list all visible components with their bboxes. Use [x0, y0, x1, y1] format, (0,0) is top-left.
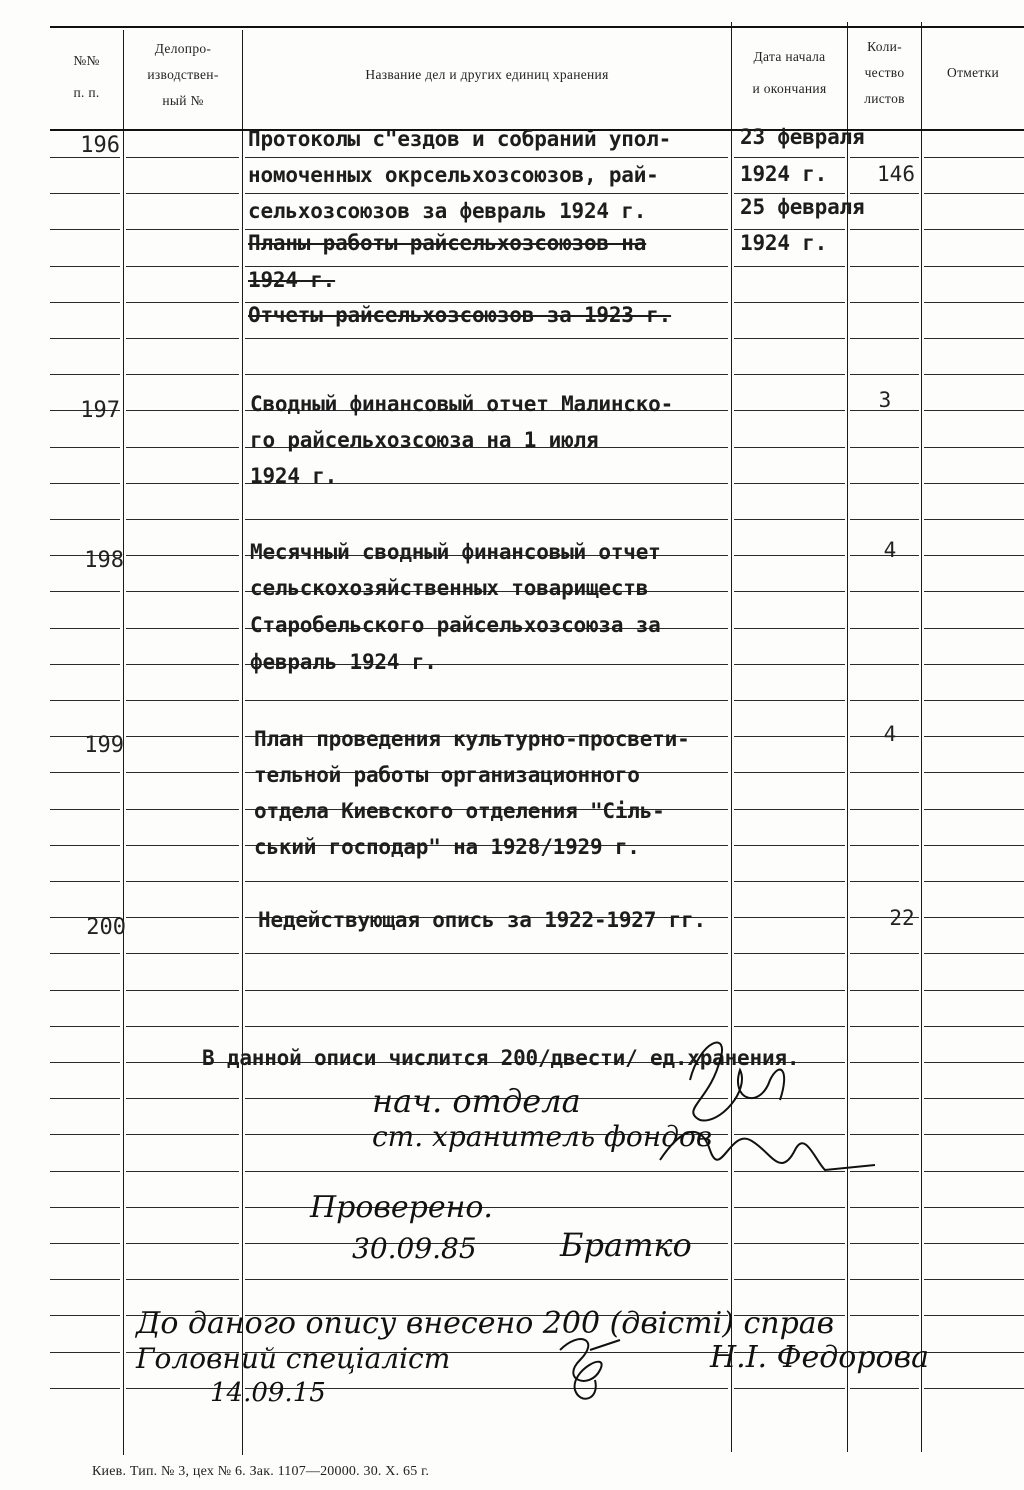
handwritten-title-head-of-dept: нач. отдела — [372, 1082, 581, 1120]
ruled-line — [850, 1243, 919, 1244]
ruled-line — [924, 302, 1024, 303]
ruled-line — [924, 555, 1024, 556]
ruled-line — [245, 193, 728, 194]
header-col-title — [243, 62, 731, 88]
ruled-line — [126, 1207, 239, 1208]
ruled-line — [924, 881, 1024, 882]
ruled-line — [850, 447, 919, 448]
ruled-line — [924, 1171, 1024, 1172]
ruled-line — [126, 555, 239, 556]
row-sheet-count: 3 — [878, 388, 892, 412]
header-text: ный № — [162, 93, 204, 108]
ruled-line — [245, 374, 728, 375]
ruled-line — [245, 229, 728, 230]
ruled-line — [850, 483, 919, 484]
ruled-line — [924, 374, 1024, 375]
header-text: п. п. — [73, 85, 100, 100]
ruled-line — [126, 193, 239, 194]
ruled-line — [850, 374, 919, 375]
ruled-line — [924, 1243, 1024, 1244]
ruled-line — [924, 664, 1024, 665]
ruled-line — [850, 338, 919, 339]
ruled-line — [924, 809, 1024, 810]
ruled-line — [734, 917, 845, 918]
ruled-line — [850, 990, 919, 991]
ruled-line — [734, 953, 845, 954]
ruled-line — [850, 628, 919, 629]
header-text: Коли- — [867, 39, 902, 54]
ruled-line — [850, 1207, 919, 1208]
header-text: Дата начала — [753, 49, 826, 64]
header-text: листов — [864, 91, 905, 106]
ruled-line — [734, 229, 845, 230]
ruled-line — [734, 628, 845, 629]
ruled-line — [850, 845, 919, 846]
row-title-line: Отчеты райсельхозсоюзов за 1923 г. — [248, 303, 672, 327]
ruled-line — [126, 1243, 239, 1244]
header-col-office-number — [124, 36, 242, 114]
ruled-line — [50, 1279, 120, 1280]
ruled-line — [924, 483, 1024, 484]
ruled-line — [850, 953, 919, 954]
ruled-line — [734, 700, 845, 701]
row-date-line: 23 февраля — [740, 125, 865, 149]
ruled-line — [734, 990, 845, 991]
ruled-line — [924, 917, 1024, 918]
ruled-line — [850, 664, 919, 665]
ruled-line — [850, 302, 919, 303]
row-title-line: Месячный сводный финансовый отчет — [250, 540, 661, 564]
ruled-line — [126, 1098, 239, 1099]
ruled-line — [850, 157, 919, 158]
ruled-line — [850, 1279, 919, 1280]
ruled-line — [126, 664, 239, 665]
handwritten-checked-name: Братко — [560, 1226, 692, 1264]
ruled-line — [850, 1315, 919, 1316]
ruled-line — [924, 1207, 1024, 1208]
header-text: чество — [864, 65, 905, 80]
ruled-line — [50, 953, 120, 954]
ruled-line — [734, 1279, 845, 1280]
ruled-line — [50, 229, 120, 230]
ruled-line — [850, 809, 919, 810]
handwritten-ua-role: Головний спеціаліст — [136, 1342, 451, 1375]
ruled-line — [924, 1134, 1024, 1135]
ruled-line — [50, 1026, 120, 1027]
ruled-line — [50, 1098, 120, 1099]
ruled-line — [50, 628, 120, 629]
ruled-line — [924, 193, 1024, 194]
ruled-line — [850, 266, 919, 267]
handwritten-checked-date: 30.09.85 — [352, 1232, 477, 1265]
ruled-line — [126, 917, 239, 918]
ruled-line — [924, 157, 1024, 158]
ruled-line — [50, 1352, 120, 1353]
row-number: 200 — [86, 915, 126, 940]
ruled-line — [850, 591, 919, 592]
ruled-line — [126, 1134, 239, 1135]
header-col-number — [50, 48, 123, 106]
header-text: №№ — [73, 53, 100, 68]
row-sheet-count: 4 — [883, 722, 897, 746]
column-divider — [731, 22, 732, 1452]
row-number: 199 — [84, 733, 124, 758]
ruled-line — [734, 1243, 845, 1244]
row-number: 196 — [80, 133, 120, 158]
handwritten-title-senior-custodian: ст. хранитель фондов — [372, 1120, 713, 1153]
row-title-line: февраль 1924 г. — [250, 650, 437, 674]
ruled-line — [126, 1026, 239, 1027]
header-text: Делопро- — [154, 41, 212, 56]
row-title-line: отдела Киевского отделения "Сіль- — [254, 799, 665, 823]
ruled-line — [734, 302, 845, 303]
ruled-line — [50, 302, 120, 303]
ruled-line — [850, 1026, 919, 1027]
ruled-line — [126, 845, 239, 846]
ruled-line — [734, 591, 845, 592]
ruled-line — [734, 447, 845, 448]
ruled-line — [245, 266, 728, 267]
ruled-line — [126, 302, 239, 303]
header-text: изводствен- — [147, 67, 219, 82]
ruled-line — [126, 809, 239, 810]
ruled-line — [734, 410, 845, 411]
ruled-line — [924, 953, 1024, 954]
row-title-line: Планы работы райсельхозсоюзов на — [248, 231, 647, 255]
header-col-dates — [732, 44, 847, 102]
ruled-line — [734, 1388, 845, 1389]
handwritten-ua-name: Н.І. Федорова — [710, 1340, 929, 1375]
ruled-line — [50, 772, 120, 773]
ruled-line — [126, 374, 239, 375]
row-sheet-count: 146 — [877, 162, 915, 186]
ruled-line — [924, 1352, 1024, 1353]
ruled-line — [850, 1388, 919, 1389]
row-title-line: го райсельхозсоюза на 1 июля — [250, 428, 599, 452]
ruled-line — [50, 338, 120, 339]
ruled-line — [734, 483, 845, 484]
ruled-line — [924, 990, 1024, 991]
ruled-line — [924, 628, 1024, 629]
ruled-line — [734, 519, 845, 520]
header-top-rule — [50, 26, 1024, 28]
ruled-line — [50, 1243, 120, 1244]
ruled-line — [734, 772, 845, 773]
ruled-line — [126, 483, 239, 484]
ruled-line — [924, 1062, 1024, 1063]
row-title-line: Протоколы с"ездов и собраний упол- — [248, 127, 672, 151]
ruled-line — [50, 1134, 120, 1135]
ruled-line — [50, 881, 120, 882]
ruled-line — [245, 953, 728, 954]
ruled-line — [734, 881, 845, 882]
ruled-line — [924, 591, 1024, 592]
ruled-line — [50, 1207, 120, 1208]
header-text: Отметки — [947, 65, 999, 80]
row-title-line: сельхозсоюзов за февраль 1924 г. — [248, 199, 647, 223]
ruled-line — [850, 881, 919, 882]
ruled-line — [126, 519, 239, 520]
row-title-line: ський господар" на 1928/1929 г. — [254, 835, 640, 859]
ruled-line — [245, 881, 728, 882]
ruled-line — [734, 664, 845, 665]
ruled-line — [126, 772, 239, 773]
ruled-line — [734, 157, 845, 158]
ruled-line — [126, 447, 239, 448]
ruled-line — [245, 519, 728, 520]
ruled-line — [245, 990, 728, 991]
ruled-line — [245, 1279, 728, 1280]
header-col-notes — [922, 60, 1024, 86]
row-title-line: номоченных окрсельхозсоюзов, рай- — [248, 163, 659, 187]
ruled-line — [924, 447, 1024, 448]
ruled-line — [126, 410, 239, 411]
ruled-line — [245, 338, 728, 339]
ruled-line — [850, 700, 919, 701]
column-divider — [921, 22, 922, 1452]
ruled-line — [126, 953, 239, 954]
ruled-line — [734, 736, 845, 737]
ruled-line — [126, 338, 239, 339]
ruled-line — [50, 1062, 120, 1063]
ruled-line — [50, 591, 120, 592]
ruled-line — [734, 266, 845, 267]
row-date-line: 1924 г. — [740, 162, 828, 186]
ruled-line — [50, 266, 120, 267]
row-sheet-count: 4 — [883, 538, 897, 562]
ruled-line — [50, 374, 120, 375]
ruled-line — [924, 338, 1024, 339]
print-footer: Киев. Тип. № 3, цех № 6. Зак. 1107—20000. 30. X. 65 г. — [92, 1464, 430, 1479]
ruled-line — [126, 1171, 239, 1172]
ruled-line — [126, 881, 239, 882]
ruled-line — [50, 809, 120, 810]
row-title-line: сельскохозяйственных товариществ — [250, 576, 649, 600]
ruled-line — [126, 266, 239, 267]
ruled-line — [245, 700, 728, 701]
column-divider — [242, 30, 243, 1455]
ruled-line — [50, 990, 120, 991]
ruled-line — [126, 628, 239, 629]
ruled-line — [734, 193, 845, 194]
ruled-line — [924, 1315, 1024, 1316]
row-date-line: 25 февраля — [740, 195, 865, 219]
ruled-line — [924, 519, 1024, 520]
column-divider — [847, 22, 848, 1452]
ruled-line — [734, 1207, 845, 1208]
signature-scribble — [620, 1030, 880, 1200]
ruled-line — [924, 700, 1024, 701]
row-number: 198 — [84, 548, 124, 573]
ruled-line — [245, 1026, 728, 1027]
handwritten-ua-date: 14.09.15 — [210, 1378, 326, 1408]
ruled-line — [850, 193, 919, 194]
row-date-line: 1924 г. — [740, 231, 828, 255]
ruled-line — [850, 772, 919, 773]
header-text: и окончания — [752, 81, 827, 96]
inventory-summary: В данной описи числится 200/двести/ ед.хранения. — [202, 1046, 800, 1070]
ruled-line — [50, 483, 120, 484]
ruled-line — [50, 1315, 120, 1316]
row-title-line: тельной работы организационного — [254, 763, 640, 787]
signature-scribble — [540, 1330, 630, 1410]
handwritten-checked-label: Проверено. — [310, 1190, 493, 1225]
ruled-line — [924, 266, 1024, 267]
ruled-line — [126, 700, 239, 701]
row-title-line: План проведения культурно-просвети- — [254, 727, 690, 751]
ruled-line — [850, 229, 919, 230]
ruled-line — [850, 519, 919, 520]
header-col-sheet-count — [848, 34, 921, 112]
ruled-line — [924, 1279, 1024, 1280]
row-title-line: 1924 г. — [250, 464, 338, 488]
ruled-line — [50, 1388, 120, 1389]
ruled-line — [924, 736, 1024, 737]
ruled-line — [734, 845, 845, 846]
ruled-line — [50, 1171, 120, 1172]
ruled-line — [126, 1279, 239, 1280]
ruled-line — [734, 809, 845, 810]
ruled-line — [50, 193, 120, 194]
ruled-line — [50, 519, 120, 520]
ruled-line — [126, 990, 239, 991]
ruled-line — [924, 845, 1024, 846]
row-title-line: Старобельского райсельхозсоюза за — [250, 613, 661, 637]
ruled-line — [245, 157, 728, 158]
row-title-line: Недействующая опись за 1922-1927 гг. — [258, 908, 706, 932]
ruled-line — [126, 736, 239, 737]
handwritten-ua-note: До даного опису внесено 200 (двісті) справ — [136, 1306, 835, 1341]
ruled-line — [50, 700, 120, 701]
ruled-line — [50, 845, 120, 846]
row-number: 197 — [80, 398, 120, 423]
ruled-line — [734, 555, 845, 556]
ruled-line — [924, 1098, 1024, 1099]
ruled-line — [50, 447, 120, 448]
ruled-line — [924, 410, 1024, 411]
ruled-line — [924, 772, 1024, 773]
ruled-line — [734, 374, 845, 375]
ruled-line — [924, 229, 1024, 230]
ruled-line — [50, 664, 120, 665]
row-title-line: Сводный финансовый отчет Малинско- — [250, 392, 674, 416]
row-sheet-count: 22 — [889, 906, 915, 930]
ruled-line — [924, 1388, 1024, 1389]
ruled-line — [924, 1026, 1024, 1027]
ruled-line — [126, 591, 239, 592]
row-title-line: 1924 г. — [248, 268, 336, 292]
ruled-line — [734, 1026, 845, 1027]
ruled-line — [126, 229, 239, 230]
ruled-line — [734, 338, 845, 339]
header-text: Название дел и других единиц хранения — [365, 67, 609, 82]
ruled-line — [126, 157, 239, 158]
